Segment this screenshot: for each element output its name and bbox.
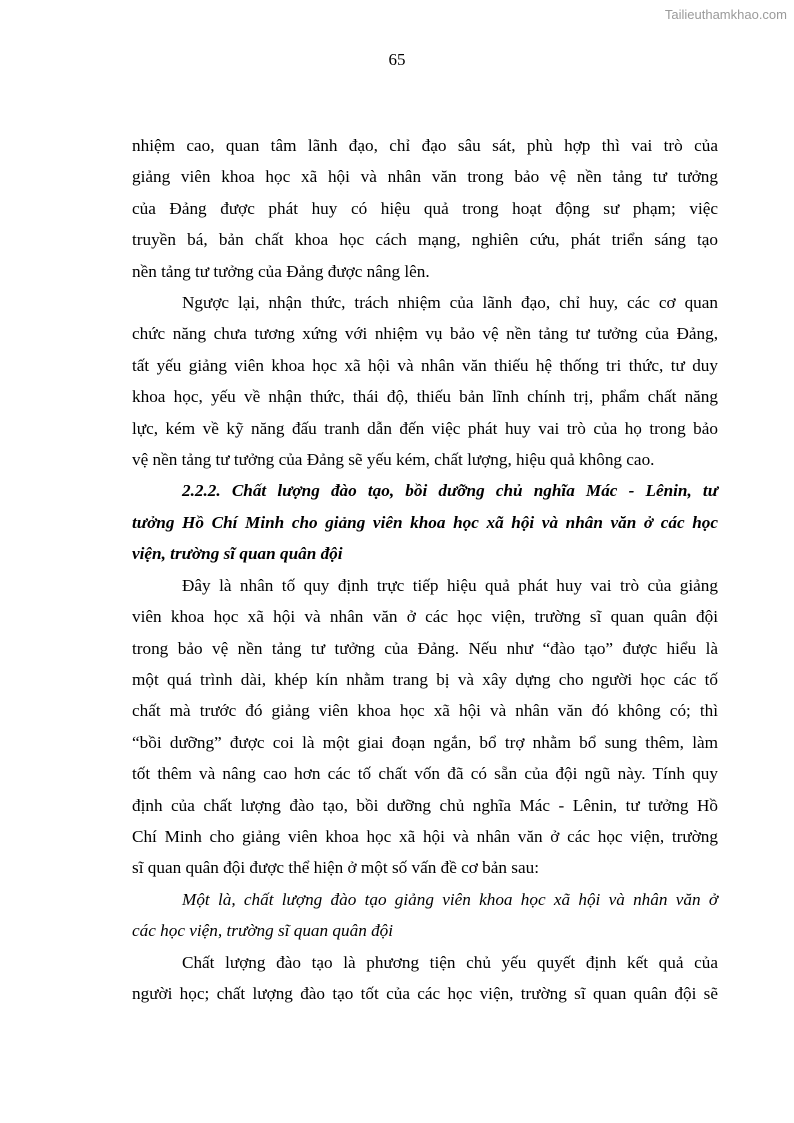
text-line: tưởng Hồ Chí Minh cho giảng viên khoa học xã hội và nhân văn ở các học (132, 512, 718, 532)
text-line: chất mà trước đó giảng viên khoa học xã hội và nhân văn đó không có; thì (132, 701, 718, 721)
text-line: tất yếu giảng viên khoa học xã hội và nhân văn thiếu hệ thống tri thức, tư duy (132, 355, 718, 375)
paragraph (132, 130, 718, 287)
text-line: chức năng chưa tương xứng với nhiệm vụ bảo vệ nền tảng tư tưởng của Đảng, (132, 324, 718, 344)
text-line: khoa học, yếu về nhận thức, thái độ, thiếu bản lĩnh chính trị, phẩm chất năng (132, 387, 718, 407)
text-line: một quá trình dài, khép kín nhằm trang bị và xây dựng cho người học các tố (132, 669, 718, 689)
text-line: Đây là nhân tố quy định trực tiếp hiệu quả phát huy vai trò của giảng (182, 575, 718, 595)
section-heading (132, 475, 718, 569)
paragraph (132, 570, 718, 884)
subsection-heading (132, 884, 718, 947)
text-line: các học viện, trường sĩ quan quân đội (132, 921, 394, 941)
text-line: lực, kém về kỹ năng đấu tranh dẫn đến việc phát huy vai trò của họ trong bảo (132, 418, 718, 438)
text-line: 2.2.2. Chất lượng đào tạo, bồi dưỡng chủ nghĩa Mác - Lênin, tư (182, 481, 718, 501)
text-line: vệ nền tảng tư tưởng của Đảng sẽ yếu kém, chất lượng, hiệu quả không cao. (132, 450, 655, 470)
watermark: Tailieuthamkhao.com (664, 7, 787, 22)
text-line: của Đảng được phát huy có hiệu quả trong hoạt động sư phạm; việc (132, 198, 718, 218)
text-line: “bồi dưỡng” được coi là một giai đoạn ngắn, bổ trợ nhằm bổ sung thêm, làm (132, 732, 718, 752)
text-line: người học; chất lượng đào tạo tốt của các học viện, trường sĩ quan quân đội sẽ (132, 983, 718, 1003)
paragraph (132, 947, 718, 1010)
text-line: Ngược lại, nhận thức, trách nhiệm của lãnh đạo, chỉ huy, các cơ quan (182, 293, 718, 313)
text-line: Một là, chất lượng đào tạo giảng viên khoa học xã hội và nhân văn ở (182, 889, 718, 909)
text-line: Chất lượng đào tạo là phương tiện chủ yếu quyết định kết quả của (182, 952, 718, 972)
text-line: giảng viên khoa học xã hội và nhân văn trong bảo vệ nền tảng tư tưởng (132, 167, 718, 187)
text-line: định của chất lượng đào tạo, bồi dưỡng chủ nghĩa Mác - Lênin, tư tưởng Hồ (132, 795, 718, 815)
text-line: nhiệm cao, quan tâm lãnh đạo, chỉ đạo sâu sát, phù hợp thì vai trò của (132, 136, 718, 155)
text-line: truyền bá, bản chất khoa học cách mạng, nghiên cứu, phát triển sáng tạo (132, 230, 718, 250)
document-body (132, 130, 718, 1009)
text-line: sĩ quan quân đội được thể hiện ở một số vấn đề cơ bản sau: (132, 858, 539, 878)
text-line: viên khoa học xã hội và nhân văn ở các học viện, trường sĩ quan quân đội (132, 607, 718, 627)
paragraph (132, 287, 718, 475)
text-line: tốt thêm và nâng cao hơn các tố chất vốn đã có sẵn của đội ngũ này. Tính quy (132, 764, 718, 784)
text-line: trong bảo vệ nền tảng tư tưởng của Đảng. Nếu như “đào tạo” được hiểu là (132, 638, 718, 658)
text-line: nền tảng tư tưởng của Đảng được nâng lên. (132, 261, 430, 281)
page-number: 65 (388, 50, 406, 69)
text-line: Chí Minh cho giảng viên khoa học xã hội và nhân văn ở các học viện, trường (132, 826, 718, 846)
text-line: viện, trường sĩ quan quân đội (132, 544, 343, 564)
